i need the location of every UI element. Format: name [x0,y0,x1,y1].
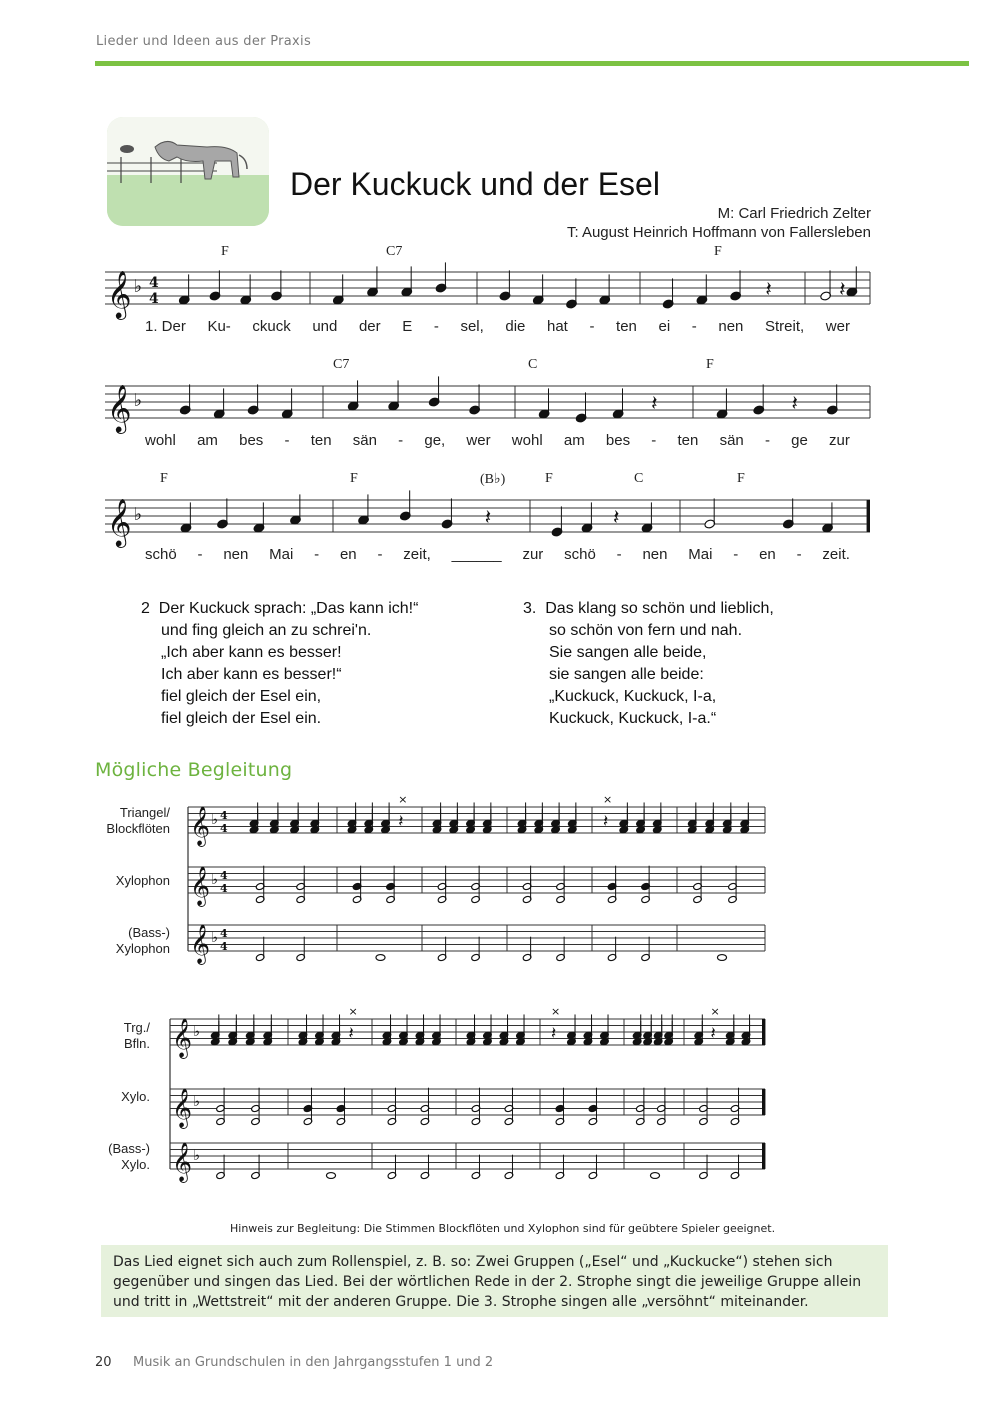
time-signature-numerator: 4 [220,927,228,940]
time-signature-numerator: 4 [220,809,228,822]
lyric-syllable: bes [605,432,631,449]
lyric-syllable: - [284,432,290,449]
quarter-rest-icon: 𝄽 [710,1022,716,1043]
treble-clef-icon: 𝄞 [190,924,210,963]
whole-note-head [717,955,726,961]
cross-note-icon: × [603,795,613,806]
verse-line: so schön von fern und nah. [549,622,743,639]
lyric-syllable: - [377,546,383,563]
lyricist-credit: T: August Heinrich Hoffmann von Fallersleben [566,224,871,241]
lyric-syllable: wer [825,318,850,335]
verse-line: sie sangen alle beide: [549,666,704,683]
time-signature-denominator: 4 [149,291,159,307]
lyric-syllable: Ku- [207,318,231,335]
verse-number: 3. [523,600,537,617]
cross-note-icon: × [550,1005,561,1018]
time-signature-denominator: 4 [220,940,228,953]
quarter-rest-icon: 𝄽 [613,505,620,529]
lyric-line [145,318,850,335]
lyric-syllable: schö [145,546,177,563]
lyric-syllable: 1. Der [145,318,186,335]
lyric-syllable: hat [547,318,568,335]
lyric-syllable: Mai [688,546,713,563]
lyric-syllable: am [197,432,218,449]
lyric-syllable: die [505,318,526,335]
lyric-syllable: nen [642,546,668,563]
instrument-label-line: Xylo. [121,1157,150,1172]
verse-3 [523,598,774,730]
treble-clef-icon: 𝄞 [107,269,132,318]
time-signature-denominator: 4 [220,882,228,895]
final-bar-line [762,1089,765,1115]
lyric-syllable: ei [658,318,671,335]
lyric-syllable: ten [310,432,332,449]
final-bar-line [762,1143,765,1169]
lyric-syllable: ge, [424,432,446,449]
lyric-syllable: wohl [145,432,176,449]
verse-line: Kuckuck, Kuckuck, I-a.“ [549,710,717,727]
lyric-syllable: - [398,432,404,449]
chord-symbol: F [221,244,229,259]
time-signature-numerator: 4 [149,275,159,291]
lyric-syllable: en [339,546,357,563]
instrument-label [80,805,170,837]
verse-line: Das klang so schön und lieblich, [545,600,774,617]
lyric-syllable: - [616,546,622,563]
lyric-line [145,432,850,449]
lyric-syllable: - [733,546,739,563]
chord-symbol: C7 [333,357,350,372]
lyric-syllable: sän [719,432,744,449]
chord-symbol: F [545,471,553,486]
chord-symbol: C [634,471,644,486]
flat-sign-icon: ♭ [193,1024,201,1040]
cross-note-icon: × [348,1005,358,1018]
lyric-syllable: sel, [460,318,484,335]
lyric-syllable: zur [522,546,544,563]
flat-sign-icon: ♭ [211,930,219,946]
instrument-label [80,1141,150,1173]
verse-line: und fing gleich an zu schrei'n. [161,622,372,639]
treble-clef-icon: 𝄞 [107,497,132,546]
quarter-rest-icon: 𝄽 [839,277,846,301]
quarter-rest-icon: 𝄽 [791,391,798,415]
lyric-syllable: ten [677,432,699,449]
lyric-syllable: der [358,318,381,335]
lyric-syllable: - [314,546,320,563]
instrument-label-line: Xylophon [115,873,170,888]
melody-staff [105,374,872,434]
chord-symbol: (B♭) [480,472,506,487]
instrument-label-line: Blockflöten [106,821,170,836]
verse-number: 2 [141,600,150,617]
chord-symbol: F [737,471,745,486]
instrument-label-line: Triangel/ [119,805,170,820]
treble-clef-icon: 𝄞 [172,1088,192,1127]
lyric-syllable: Streit, [765,318,805,335]
song-title: Der Kuckuck und der Esel [290,166,660,202]
chord-symbol: F [706,357,714,372]
verse-line: Sie sangen alle beide, [549,644,707,661]
header-rule [95,61,969,66]
lyric-syllable: bes [239,432,264,449]
chord-symbol: F [350,471,358,486]
flat-sign-icon: ♭ [133,505,143,525]
time-signature-numerator: 4 [220,869,228,882]
accompaniment-score-1 [180,795,770,975]
flat-sign-icon: ♭ [211,812,219,828]
flat-sign-icon: ♭ [133,391,143,411]
instrument-label [80,873,170,889]
treble-clef-icon: 𝄞 [190,866,210,905]
flat-sign-icon: ♭ [193,1094,201,1110]
whole-note-head [326,1173,335,1179]
lyric-syllable: zur [829,432,850,449]
lyric-syllable: en [759,546,776,563]
instrument-label-line: Bfln. [123,1036,150,1051]
verse-line: Ich aber kann es besser!“ [161,666,342,683]
lyric-syllable: ge [791,432,808,449]
instrument-label-line: Xylophon [115,941,170,956]
donkey-illustration [107,117,269,226]
time-signature-denominator: 4 [220,822,228,835]
lyric-syllable: ckuck [252,318,291,335]
running-header: Lieder und Ideen aus der Praxis [96,34,312,49]
flat-sign-icon: ♭ [133,277,143,297]
page-number: 20 [95,1355,112,1370]
lyric-syllable: ten [616,318,637,335]
quarter-rest-icon: 𝄽 [398,810,404,831]
instrument-label-line: (Bass-) [128,925,170,940]
final-bar-line [762,1019,765,1045]
lyric-syllable: - [764,432,770,449]
treble-clef-icon: 𝄞 [107,383,132,432]
cross-note-icon: × [398,795,408,806]
chord-symbol: C7 [386,244,403,259]
lyric-syllable: wohl [511,432,543,449]
final-bar-line [867,500,870,532]
lyric-syllable: ______ [451,546,502,563]
lyric-syllable: - [651,432,657,449]
footer-title: Musik an Grundschulen in den Jahrgangsstufen 1 und 2 [133,1355,494,1370]
melody-staff [105,488,872,548]
role-play-info-box: Das Lied eignet sich auch zum Rollenspiel, z. B. so: Zwei Gruppen („Esel“ und „Kuckucke“) stehen sich gegenüber und singen das Lied. Bei der wörtlichen Rede in der 2. Strophe singt die jeweilige Gruppe allein und tritt in „Wettstreit“ mit der anderen Gruppe. Die 3. Strophe singen alle „versöhnt“ miteinander. [101,1245,888,1317]
verse-line: Der Kuckuck sprach: „Das kann ich!“ [158,600,419,617]
quarter-rest-icon: 𝄽 [603,810,609,831]
lyric-syllable: nen [718,318,744,335]
whole-note-head [376,955,385,961]
lyric-syllable: am [563,432,585,449]
melody-staff [105,260,872,320]
instrument-label [80,1020,150,1052]
lyric-line [145,546,850,563]
verse-line: „Kuckuck, Kuckuck, I-a, [549,688,717,705]
chord-symbol: F [714,244,722,259]
verse-line: „Ich aber kann es besser! [161,644,342,661]
treble-clef-icon: 𝄞 [172,1018,192,1057]
quarter-rest-icon: 𝄽 [348,1022,354,1043]
instrument-label [80,1089,150,1105]
treble-clef-icon: 𝄞 [172,1142,192,1181]
quarter-rest-icon: 𝄽 [651,391,658,415]
flat-sign-icon: ♭ [193,1148,201,1164]
flat-sign-icon: ♭ [211,872,219,888]
verse-line: fiel gleich der Esel ein, [161,688,322,705]
quarter-rest-icon: 𝄽 [765,277,772,301]
lyric-syllable: nen [223,546,249,563]
lyric-syllable: schö [564,546,596,563]
lyric-syllable: - [433,318,439,335]
treble-clef-icon: 𝄞 [190,806,210,845]
composer-credit: M: Carl Friedrich Zelter [717,205,871,222]
verse-line: fiel gleich der Esel ein. [161,710,322,727]
lyric-syllable: - [796,546,802,563]
chord-symbol: C [528,357,538,372]
quarter-rest-icon: 𝄽 [550,1022,557,1043]
instrument-label-line: (Bass-) [108,1141,150,1156]
instrument-label-line: Trg./ [123,1020,150,1035]
lyric-syllable: E [402,318,413,335]
lyric-syllable: und [312,318,338,335]
donkey-drawing [107,117,269,226]
lyric-syllable: - [589,318,595,335]
verse-2 [141,598,418,730]
accompaniment-score-2 [160,1005,770,1195]
lyric-syllable: zeit. [822,546,850,563]
instrument-label [80,925,170,957]
lyric-syllable: wer [466,432,491,449]
lyric-syllable: Mai [269,546,294,563]
accompaniment-hint: Hinweis zur Begleitung: Die Stimmen Blockflöten und Xylophon sind für geübtere Spieler geeignet. [230,1222,776,1235]
instrument-label-line: Xylo. [121,1089,150,1104]
lyric-syllable: - [691,318,697,335]
quarter-rest-icon: 𝄽 [484,505,492,529]
cross-note-icon: × [710,1005,720,1018]
lyric-syllable: - [197,546,203,563]
whole-note-head [650,1173,659,1179]
lyric-syllable: zeit, [403,546,431,563]
accompaniment-heading: Mögliche Begleitung [95,759,293,781]
chord-symbol: F [160,471,168,486]
lyric-syllable: sän [352,432,377,449]
